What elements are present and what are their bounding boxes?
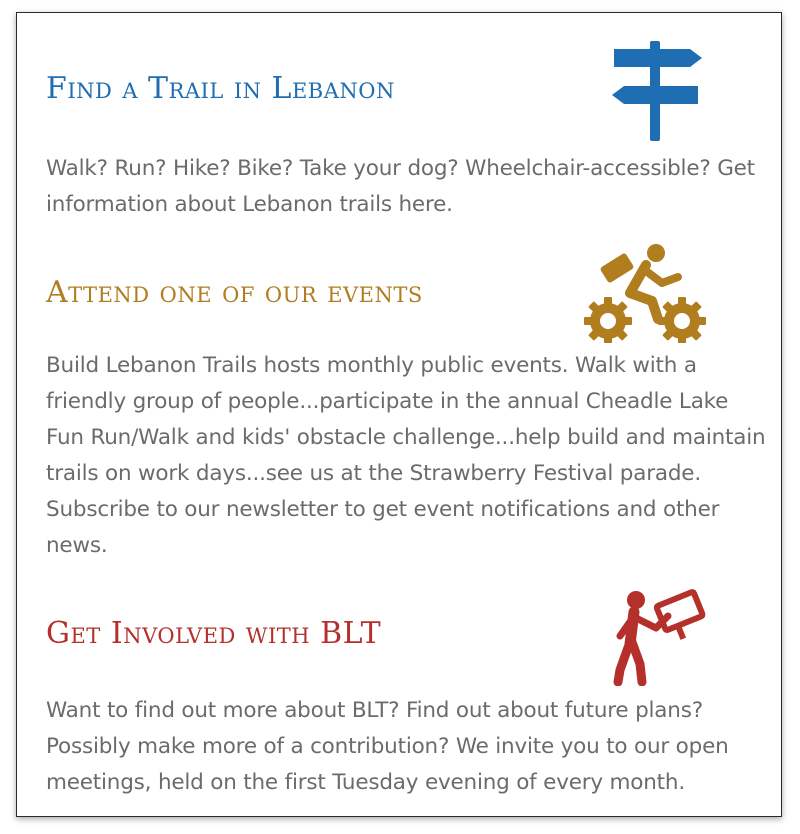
events-description: Build Lebanon Trails hosts monthly public events. Walk with a friendly group of people...participate in the annual Cheadle Lake Fun Run/Walk and kids' obstacle challenge...help build and maintain trails on work days...see us at the Strawberry Festival parade. Subscribe to our newsletter to get event notifications and other news. (46, 353, 766, 558)
content-card (16, 12, 782, 817)
signpost-icon (608, 41, 708, 141)
get-involved-heading[interactable]: Get Involved with BLT (46, 616, 382, 651)
find-trail-description: Walk? Run? Hike? Bike? Take your dog? Wheelchair-accessible? Get information about Lebanon trails here. (46, 156, 755, 217)
find-trail-heading[interactable]: Find a Trail in Lebanon (46, 71, 395, 106)
cyclist-gears-icon (582, 241, 708, 343)
person-with-sign-icon (608, 586, 708, 686)
events-heading[interactable]: Attend one of our events (46, 275, 423, 310)
get-involved-description: Want to find out more about BLT? Find out about future plans? Possibly make more of a contribution? We invite you to our open meetings, held on the first Tuesday evening of every month. (46, 698, 729, 795)
